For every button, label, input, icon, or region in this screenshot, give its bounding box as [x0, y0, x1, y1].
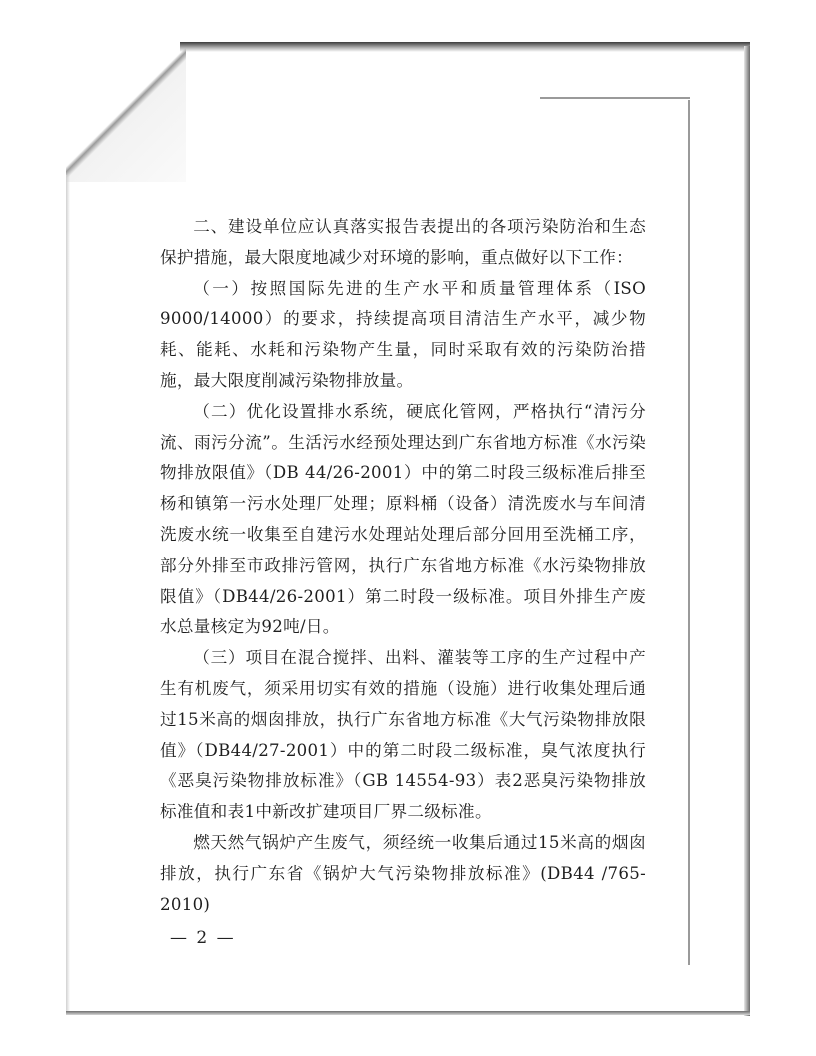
scan-bottom-edge: [66, 1011, 750, 1015]
paragraph-boiler-exhaust: 燃天然气锅炉产生废气，须经统一收集后通过15米高的烟囱排放，执行广东省《锅炉大气污染物排放标准》(DB44 /765-2010): [160, 832, 646, 914]
paragraph-item-three: （三）项目在混合搅拌、出料、灌装等工序的生产过程中产生有机废气，须采用切实有效的措施（设施）进行收集处理后通过15米高的烟囱排放，执行广东省地方标准《大气污染物排放限值》（DB44/27-2001）中的第二时段二级标准，臭气浓度执行《恶臭污染物排放标准》（GB 14554-93）表2恶臭污染物排放标准值和表1中新改扩建项目厂界二级标准。: [160, 648, 646, 822]
scan-right-edge-shadow: [744, 46, 750, 1016]
scan-folded-corner: [66, 42, 186, 182]
paragraph-section-two: 二、建设单位应认真落实报告表提出的各项污染防治和生态保护措施，最大限度地减少对环境的影响，重点做好以下工作：: [160, 217, 646, 267]
scan-inner-margin-line: [688, 100, 690, 965]
paragraph-item-one: （一）按照国际先进的生产水平和质量管理体系（ISO 9000/14000）的要求，持续提高项目清洁生产水平，减少物耗、能耗、水耗和污染物产生量，同时采取有效的污染防治措施，最大限度削减污染物排放量。: [160, 278, 646, 390]
paragraph-item-two: （二）优化设置排水系统，硬底化管网，严格执行“清污分流、雨污分流”。生活污水经预处理达到广东省地方标准《水污染物排放限值》（DB 44/26-2001）中的第二时段三级标准后排至杨和镇第一污水处理厂处理；原料桶（设备）清洗废水与车间清洗废水统一收集至自建污水处理站处理后部分回用至洗桶工序，部分外排至市政排污管网，执行广东省地方标准《水污染物排放限值》（DB44/26-2001）第二时段一级标准。项目外排生产废水总量核定为92吨/日。: [160, 401, 646, 637]
scan-top-edge-shadow: [180, 42, 750, 52]
document-body: [160, 212, 646, 920]
scan-inner-top-line: [540, 97, 690, 99]
page-number: — 2 —: [170, 928, 236, 948]
scan-left-edge: [66, 175, 70, 1015]
